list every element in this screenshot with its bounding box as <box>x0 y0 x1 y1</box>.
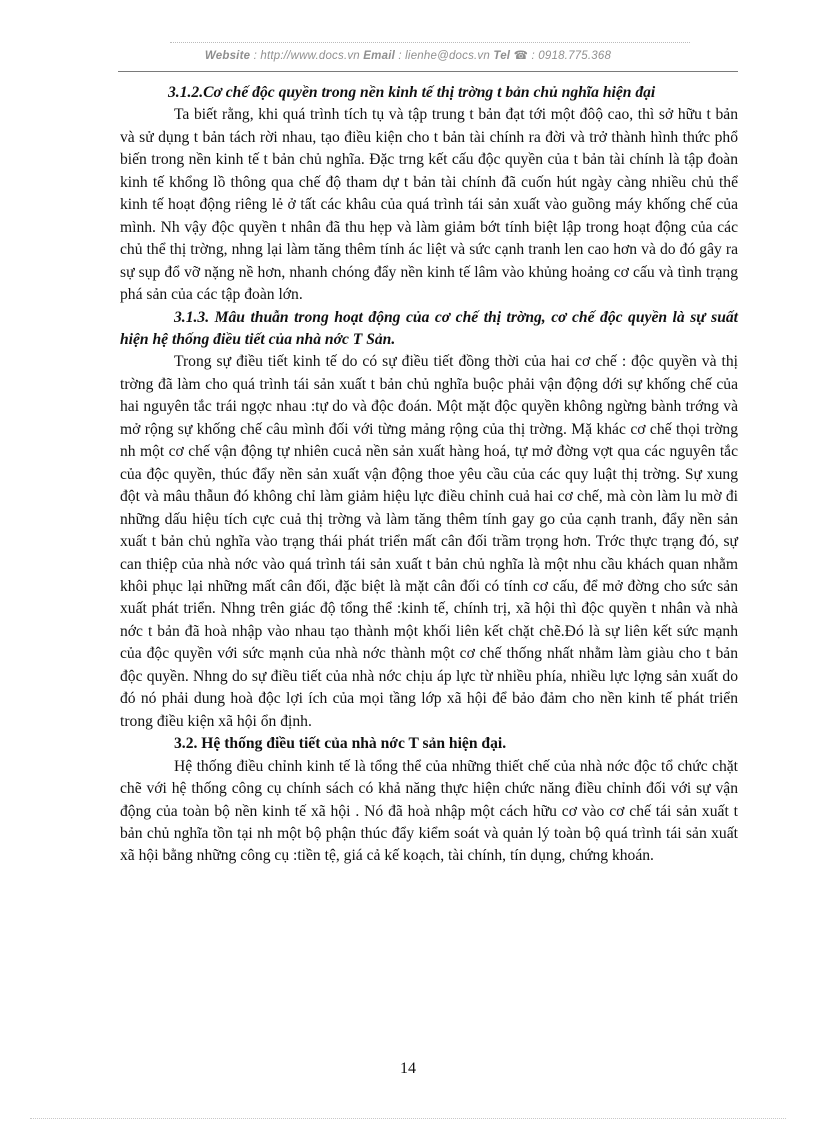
email-label: Email <box>363 50 395 62</box>
header-rule <box>118 71 738 72</box>
top-divider <box>170 42 690 43</box>
paragraph-3: Hệ thống điều chỉnh kinh tế là tổng thể của những thiết chế của nhà nớc độc tổ chức chặt chẽ với hệ thống công cụ chính sách có khả năng thực hiện chức năng điều chỉnh đối với sự vận động của toàn bộ nền kinh tế xã hội . Nó đã hoà nhập một cách hữu cơ vào cơ chế tái sản xuất t bản chủ nghĩa tồn tại nh một bộ phận thúc đẩy kiểm soát và quản lý toàn bộ quá trình tái sản xuất xã hội bằng những công cụ :tiền tệ, giá cả kế koạch, tài chính, tín dụng, chứng khoán. <box>120 757 738 865</box>
paragraph-2: Trong sự điều tiết kinh tế do có sự điều tiết đồng thời của hai cơ chế : độc quyền và thị trờng đã làm cho quá trình tái sản xuất t bản chủ nghĩa buộc phải vận động dới sự khống chế của hai nguyên tắc trái ngợc nhau :tự do và độc đoán. Một mặt độc quyền không ngừng bành trớng và mở rộng sự khống chế câu mình đối với từng mảng rộng của thị trờng. Mặ khác cơ chế thọi trờng nh một cơ chế vận động tự nhiên cucả nền sản xuất hàng hoá, tự mở đờng vợt qua các nguyên tắc của độc quyền, thúc đẩy nền sản xuất vận động thoe yêu cầu của các quy luật thị trờng. Sự xung đột và mâu thẫun đó không chỉ làm giảm hiệu lực điều chỉnh cuả hai cơ chế, mà còn làm lu mờ đi những dấu hiệu tích cực cuả thị trờng và làm tăng thêm tính gay go của cạnh tranh, đẩy nền sản xuất t bản chủ nghĩa vào trạng thái phát triển mất cân đối trầm trọng hơn. Trớc thực trạng đó, sự can thiệp của nhà nớc vào quá trình tái sản xuất t bản chủ nghĩa là một nhu cầu khách quan nhằm khôi phục lại những mất cân đối, đặc biệt là mặt cân đối có tính cơ cấu, để mở đờng cho sức sản xuất phát triển. Nhng trên giác độ tổng thể :kinh tế, chính trị, xã hội thì độc quyền t nhân và nhà nớc t bản đã hoà nhập vào nhau tạo thành một khối liên kết chặt chẽ.Đó là sự liên kết sức mạnh của độc quyền với sức mạnh của nhà nớc thành một cơ chế thống nhất nhằm làm giàu cho t bản độc quyền. Nhng do sự điều tiết của nhà nớc chịu áp lực từ nhiều phía, nhiều lực lợng sản xuất do đó nó phải dung hoà độc lợi ích của mọi tầng lớp xã hội để bảo đảm cho nền kinh tế phát triển trong điều kiện xã hội ổn định. <box>120 353 738 730</box>
bottom-divider <box>30 1118 786 1119</box>
tel-label: Tel <box>493 50 511 62</box>
heading-3-1-2: 3.1.2.Cơ chế độc quyền trong nền kinh tế thị trờng t bản chủ nghĩa hiện đại <box>168 84 656 101</box>
heading-3-2: 3.2. Hệ thống điều tiết của nhà nớc T sản hiện đại. <box>174 735 507 753</box>
page-header <box>0 48 816 62</box>
email-value[interactable]: : lienhe@docs.vn <box>398 50 490 62</box>
heading-3-1-3: 3.1.3. Mâu thuẫn trong hoạt động của cơ chế thị trờng, cơ chế độc quyền là sự suất hiện hệ thống điều tiết của nhà nớc T Sản. <box>120 308 738 348</box>
tel-value: ☎ : 0918.775.368 <box>513 50 612 62</box>
paragraph-1: Ta biết rằng, khi quá trình tích tụ và tập trung t bản đạt tới một đôộ cao, thì sở hữu t bản và sử dụng t bản tách rời nhau, tạo điều kiện cho t bản tài chính ra đời và trở thành hình thức phổ biến trong nền kinh tế t bản chủ nghĩa. Đặc trng kết cấu độc quyền của t bản tài chính là tập đoàn kinh tế khổng lồ thông qua chế độ tham dự t bản tài chính đã cuốn hút ngày càng nhiều chủ thể kinh tế hoạt động riêng lẻ ở tất các khâu của quá trình tái sản xuất vào guồng máy khống chế của mình. Nh vậy độc quyền t nhân đã thu hẹp và làm giảm bớt tính biệt lập trong hoạt động của các chủ thể thị trờng, nhng lại làm tăng thêm tính ác liệt và sức cạnh tranh len cao hơn và do đó gây ra sự sụp đổ vỡ nặng nề hơn, nhanh chóng đẩy nền kinh tế lâm vào khủng hoảng cơ cấu và tình trạng phá sản của các tập đoàn lớn. <box>120 106 738 304</box>
website-label: Website <box>204 50 251 62</box>
document-body <box>120 82 738 868</box>
website-value[interactable]: : http://www.docs.vn <box>253 50 360 62</box>
page-number: 14 <box>400 1060 416 1077</box>
